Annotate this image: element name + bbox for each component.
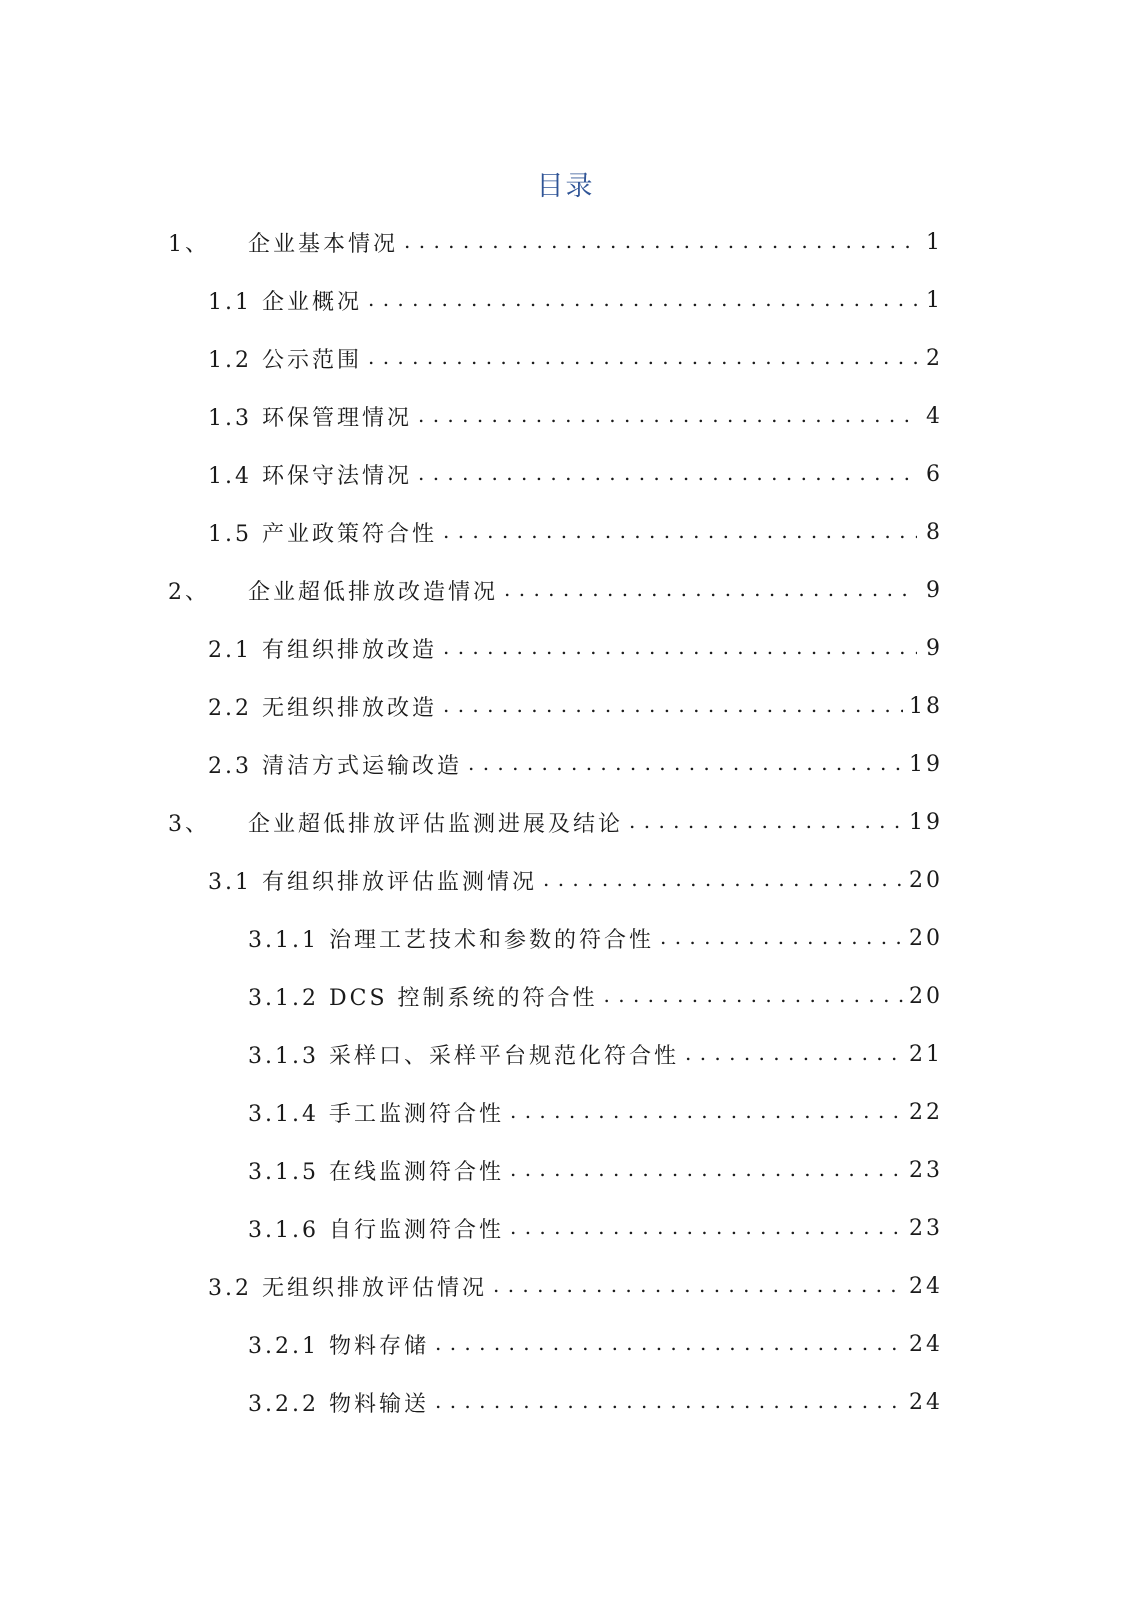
toc-entry-3-2[interactable] bbox=[208, 1266, 943, 1306]
dot-leader bbox=[493, 1266, 903, 1306]
toc-entry-label: 3.1.3 采样口、采样平台规范化符合性 bbox=[248, 1043, 679, 1069]
toc-entry-1[interactable] bbox=[168, 222, 943, 262]
toc-entry-label: 2.3 清洁方式运输改造 bbox=[208, 753, 462, 779]
toc-entry-page: 1 bbox=[926, 287, 943, 313]
toc-entry-label: 1.2 公示范围 bbox=[208, 347, 362, 373]
dot-leader bbox=[685, 1034, 903, 1074]
toc-entry-2[interactable] bbox=[168, 570, 943, 610]
dot-leader bbox=[404, 222, 917, 262]
toc-entry-1-3[interactable] bbox=[208, 396, 943, 436]
toc-entry-page: 19 bbox=[909, 751, 943, 777]
toc-entry-number: 1、 bbox=[168, 231, 210, 257]
toc-entry-1-2[interactable] bbox=[208, 338, 943, 378]
toc-entry-page: 24 bbox=[909, 1273, 943, 1299]
toc-entry-page: 8 bbox=[926, 519, 943, 545]
dot-leader bbox=[368, 338, 917, 378]
dot-leader bbox=[435, 1324, 903, 1364]
toc-entry-3-1-4[interactable] bbox=[248, 1092, 943, 1132]
toc-entry-label: 2.2 无组织排放改造 bbox=[208, 695, 437, 721]
dot-leader bbox=[468, 744, 903, 784]
toc-entry-page: 24 bbox=[909, 1331, 943, 1357]
toc-entry-page: 21 bbox=[909, 1041, 943, 1067]
toc-entry-page: 22 bbox=[909, 1099, 943, 1125]
toc-entry-page: 18 bbox=[909, 693, 943, 719]
dot-leader bbox=[418, 454, 917, 494]
toc-entry-label: 3.1.6 自行监测符合性 bbox=[248, 1217, 504, 1243]
toc-entry-3-1[interactable] bbox=[208, 860, 943, 900]
toc-entry-3-1-3[interactable] bbox=[248, 1034, 943, 1074]
toc-entry-number: 2、 bbox=[168, 579, 210, 605]
toc-entry-label: 企业基本情况 bbox=[248, 231, 399, 257]
dot-leader bbox=[543, 860, 903, 900]
toc-entry-label: 3.2.2 物料输送 bbox=[248, 1391, 429, 1417]
dot-leader bbox=[510, 1092, 903, 1132]
toc-entry-page: 2 bbox=[926, 345, 943, 371]
toc-entry-3-1-1[interactable] bbox=[248, 918, 943, 958]
toc-entry-1-4[interactable] bbox=[208, 454, 943, 494]
toc-entry-label: 3.1.4 手工监测符合性 bbox=[248, 1101, 504, 1127]
toc-entry-page: 23 bbox=[909, 1157, 943, 1183]
toc-entry-3-1-6[interactable] bbox=[248, 1208, 943, 1248]
toc-entry-label: 1.3 环保管理情况 bbox=[208, 405, 412, 431]
toc-entry-3-1-5[interactable] bbox=[248, 1150, 943, 1190]
dot-leader bbox=[604, 976, 903, 1016]
toc-entry-label: 3.1.2 DCS 控制系统的符合性 bbox=[248, 985, 598, 1011]
dot-leader bbox=[418, 396, 917, 436]
toc-entry-1-5[interactable] bbox=[208, 512, 943, 552]
toc-entry-label: 3.2.1 物料存储 bbox=[248, 1333, 429, 1359]
toc-entry-page: 24 bbox=[909, 1389, 943, 1415]
dot-leader bbox=[510, 1150, 903, 1190]
toc-entry-label: 3.1.1 治理工艺技术和参数的符合性 bbox=[248, 927, 654, 953]
toc-entry-label: 企业超低排放改造情况 bbox=[248, 579, 499, 605]
toc-entry-page: 20 bbox=[909, 867, 943, 893]
toc-entry-2-3[interactable] bbox=[208, 744, 943, 784]
toc-entry-label: 3.1.5 在线监测符合性 bbox=[248, 1159, 504, 1185]
toc-entry-label: 1.1 企业概况 bbox=[208, 289, 362, 315]
toc-entry-3-2-1[interactable] bbox=[248, 1324, 943, 1364]
dot-leader bbox=[443, 686, 903, 726]
toc-entry-1-1[interactable] bbox=[208, 280, 943, 320]
toc-entry-label: 2.1 有组织排放改造 bbox=[208, 637, 437, 663]
dot-leader bbox=[443, 628, 917, 668]
toc-entry-label: 1.4 环保守法情况 bbox=[208, 463, 412, 489]
toc-entry-page: 6 bbox=[926, 461, 943, 487]
toc-entry-page: 9 bbox=[926, 577, 943, 603]
toc-entry-page: 9 bbox=[926, 635, 943, 661]
dot-leader bbox=[435, 1382, 903, 1422]
toc-entry-3[interactable] bbox=[168, 802, 943, 842]
dot-leader bbox=[443, 512, 917, 552]
dot-leader bbox=[629, 802, 903, 842]
dot-leader bbox=[660, 918, 903, 958]
dot-leader bbox=[510, 1208, 903, 1248]
toc-entry-2-1[interactable] bbox=[208, 628, 943, 668]
toc-entry-page: 4 bbox=[926, 403, 943, 429]
toc-entry-label: 3.2 无组织排放评估情况 bbox=[208, 1275, 487, 1301]
toc-entry-page: 19 bbox=[909, 809, 943, 835]
toc-entry-number: 3、 bbox=[168, 811, 210, 837]
toc-entry-label: 1.5 产业政策符合性 bbox=[208, 521, 437, 547]
toc-entry-label: 企业超低排放评估监测进展及结论 bbox=[248, 811, 624, 837]
toc-entry-page: 1 bbox=[926, 229, 943, 255]
toc-entry-page: 20 bbox=[909, 983, 943, 1009]
toc-entry-3-1-2[interactable] bbox=[248, 976, 943, 1016]
toc-title: 目录 bbox=[536, 171, 595, 202]
toc-entry-3-2-2[interactable] bbox=[248, 1382, 943, 1422]
dot-leader bbox=[368, 280, 917, 320]
dot-leader bbox=[504, 570, 917, 610]
toc-entry-page: 23 bbox=[909, 1215, 943, 1241]
toc-entry-2-2[interactable] bbox=[208, 686, 943, 726]
toc-entry-page: 20 bbox=[909, 925, 943, 951]
toc-entry-label: 3.1 有组织排放评估监测情况 bbox=[208, 869, 537, 895]
